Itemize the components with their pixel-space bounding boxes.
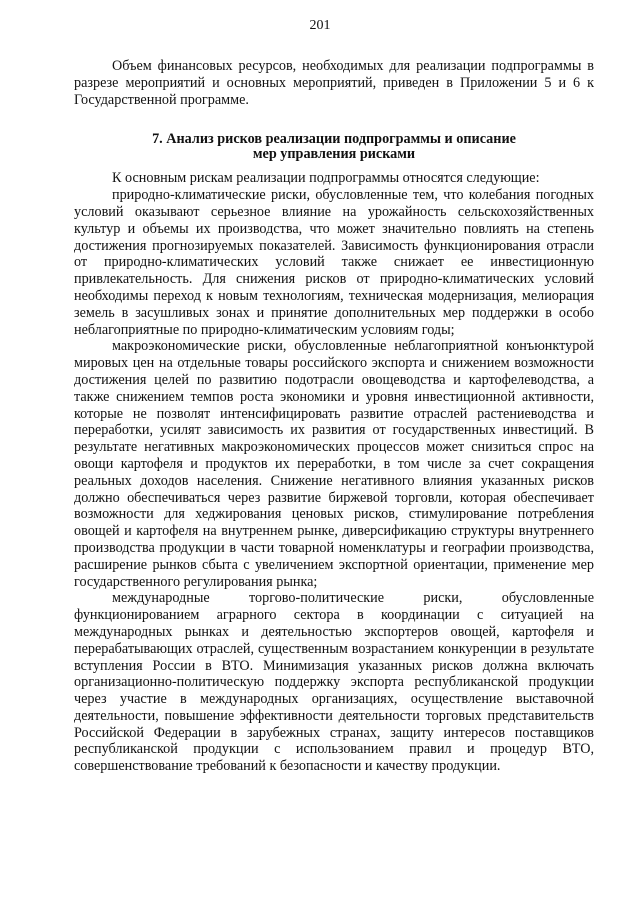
document-body (74, 58, 594, 775)
section-heading-line-1: 7. Анализ рисков реализации подпрограммы и описание (152, 131, 516, 148)
macroeconomic-risks-paragraph: макроэкономические риски, обусловленные неблагоприятной конъюнктурой мировых цен на отдельные товары российского экспорта и снижением возможности достижения целей по развитию подотрасли овощеводства и картофелеводства, а также снижением темпов роста экономики и уровня инвестиционной активности, которые не позволят интенсифицировать развитие отраслей растениеводства и переработки, усилят зависимость их развития от государственных инвестиций. В результате негативных макроэкономических процессов может снизиться спрос на овощи картофеля и продуктов их переработки, в том числе за счет сокращения реальных доходов населения. Снижение негативного влияния указанных рисков должно обеспечиваться через развитие биржевой торговли, которая обеспечивает возможности для хеджирования ценовых рисков, стимулирование потребления овощей и картофеля на внутреннем рынке, диверсификацию структуры внутреннего производства продукции в части товарной номенклатуры и географии производства, расширение рынков сбыта с увеличением экспортной ориентации, применение мер государственного регулирования рынка; (74, 338, 594, 590)
section-heading (74, 132, 594, 162)
section-heading-line-2: мер управления рисками (252, 146, 416, 163)
intro-paragraph: Объем финансовых ресурсов, необходимых для реализации подпрограммы в разрезе мероприятий и основных мероприятий, приведен в Приложении 5 и 6 к Государственной программе. (74, 58, 594, 108)
page-number: 201 (309, 18, 331, 33)
trade-political-risks-paragraph: международные торгово-политические риски, обусловленные функционированием аграрного сектора в координации с ситуацией на международных рынках и деятельностью экспортеров овощей, картофеля и перерабатывающих отраслей, существенным возрастанием конкуренции в результате вступления России в ВТО. Минимизация указанных рисков должна включать организационно-политическую поддержку экспорта республиканской продукции через участие в международных организациях, осуществление выставочной деятельности, повышение эффективности деятельности торговых представительств Российской Федерации в зарубежных странах, защиту интересов поставщиков республиканской продукции с использованием правил и процедур ВТО, совершенствование требований к безопасности и качеству продукции. (74, 590, 594, 775)
climate-risks-paragraph: природно-климатические риски, обусловленные тем, что колебания погодных условий оказывают серьезное влияние на урожайность сельскохозяйственных культур и объемы их производства, что может значительно повлиять на степень достижения прогнозируемых показателей. Зависимость функционирования отрасли от природно-климатических условий также снижает ее инвестиционную привлекательность. Для снижения рисков от природно-климатических условий необходимы переход к новым технологиям, техническая модернизация, мелиорация земель в засушливых зонах и принятие дополнительных мер поддержки в особо неблагоприятные по природно-климатическим условиям годы; (74, 187, 594, 338)
risks-intro-paragraph: К основным рискам реализации подпрограммы относятся следующие: (112, 170, 540, 187)
